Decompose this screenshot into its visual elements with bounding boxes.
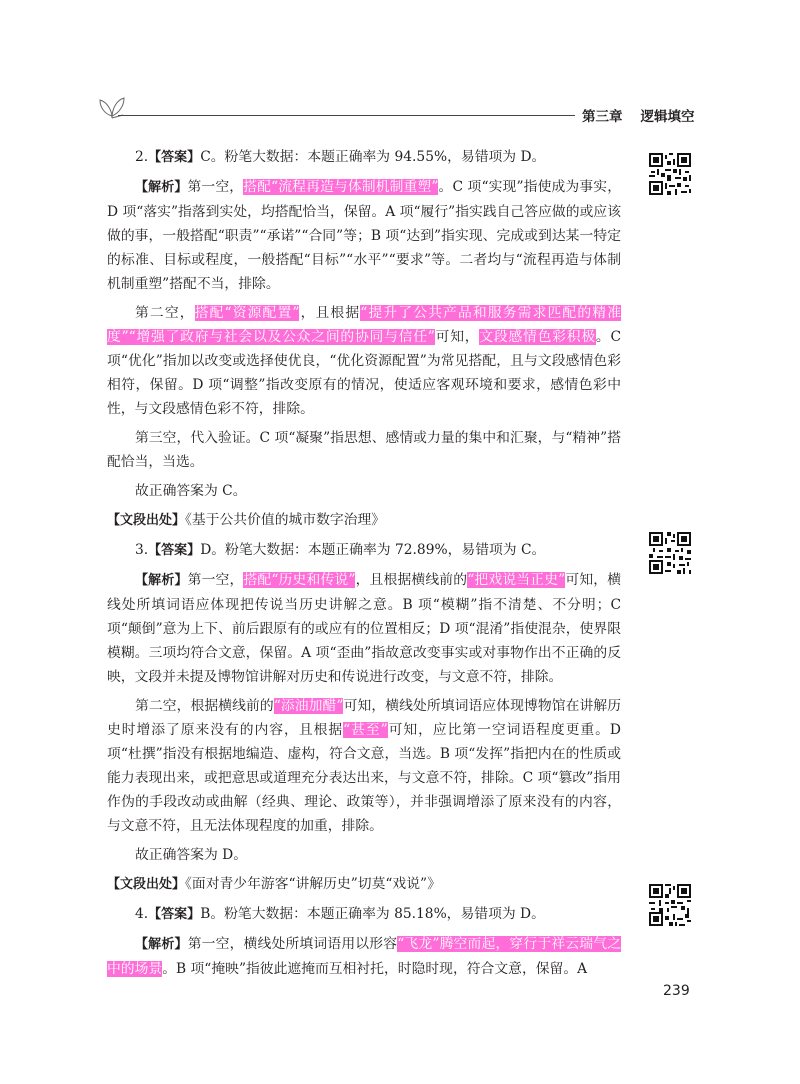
text-span: 可知，横线处所填词语应体现把传说当历史讲解之意。B 项“模糊”指不清楚、不分明；C 项“颠倒”意为上下、前后跟原有的或应有的位置相反；D 项“混淆”指使混杂，使界限模糊。三项均符合文意，保留。A 项“歪曲”指故意改变事实或对事物作出不正确的反映，文段并未提及博物馆讲解对历史和传说进行改变，与文意不符，排除。 <box>107 572 622 685</box>
text-span: 故正确答案为 C。 <box>135 483 247 499</box>
analysis-q3-blank1 <box>107 568 621 689</box>
highlight: “把戏说当正史” <box>467 572 566 588</box>
answer-text: D。粉笔大数据：本题正确率为 72.89%，易错项为 C。 <box>200 542 546 558</box>
header-rule <box>118 115 575 116</box>
highlight: “飞龙”腾空而起，穿行于祥云瑞气之中的场景 <box>107 936 621 977</box>
highlight: 搭配“资源配置” <box>194 305 300 321</box>
answer-text: C。粉笔大数据：本题正确率为 94.55%，易错项为 D。 <box>200 149 546 165</box>
analysis-q2-blank2 <box>107 301 621 421</box>
text-span: ，且根据横线前的 <box>355 572 468 588</box>
text-span: 第二空， <box>135 305 195 321</box>
highlight: 文段感情色彩积极 <box>479 329 596 345</box>
conclusion-q2 <box>107 479 621 503</box>
text-span: 可知，横线处所填词语应体现博物馆在讲解历史时增添了原来没有的内容，且根据 <box>107 698 622 738</box>
text-span: 第一空， <box>187 179 244 195</box>
analysis-q2-blank1 <box>107 175 621 296</box>
answer-label: 【答案】 <box>148 907 201 922</box>
highlight: “甚至” <box>343 722 388 738</box>
text-span: 可知，应比第一空词语程度更重。D 项“杜撰”指没有根据地编造、虚构，符合文意，当选。B 项“发挥”指把内在的性质或能力表现出来，或把意思或道理充分表达出来，与文意不符，排除。C 项“篡改”指用作伪的手段改动或曲解（经典、理论、政策等），并非强调增添了原来没有的内容，与文意不符，且无法体现程度的加重，排除。 <box>107 722 621 834</box>
source-q3 <box>107 872 621 897</box>
chapter-title: 逻辑填空 <box>640 109 695 125</box>
chapter-header <box>582 105 695 125</box>
page-number: 239 <box>663 983 690 999</box>
analysis-q4-blank1 <box>107 932 621 981</box>
source-label: 【文段出处】 <box>107 513 186 528</box>
text-span: 第三空，代入验证。C 项“凝聚”指思想、感情或力量的集中和汇聚，与“精神”搭配恰当，当选。 <box>107 430 621 470</box>
text-span: 第一空，横线处所填词语用以形容 <box>187 936 398 952</box>
analysis-q2-blank3 <box>107 426 621 474</box>
qr-code-icon <box>649 532 691 574</box>
answer-q4 <box>107 902 621 927</box>
analysis-label: 【解析】 <box>135 937 188 952</box>
source-label: 【文段出处】 <box>107 877 186 892</box>
analysis-q3-blank2 <box>107 694 621 838</box>
source-title: 《基于公共价值的城市数字治理》 <box>185 512 386 528</box>
text-span: 第一空， <box>187 572 244 588</box>
text-span: 可知， <box>434 329 480 345</box>
highlight: “添油加醋” <box>273 698 344 714</box>
question-number: 4. <box>135 906 149 922</box>
analysis-label: 【解析】 <box>135 180 188 195</box>
text-span: 。B 项“掩映”指彼此遮掩而互相衬托，时隐时现，符合文意，保留。A <box>162 961 588 977</box>
source-q2 <box>107 508 621 533</box>
analysis-label: 【解析】 <box>135 573 188 588</box>
page-body <box>107 145 621 986</box>
text-span: 。C 项“实现”指使成为事实，D 项“落实”指落到实处，均搭配恰当，保留。A 项“履行”指实践自己答应做的或应该做的事，一般搭配“职责”“承诺”“合同”等；B 项“达到”指实现、完成或到达某一特定的标准、目标或程度，一般搭配“目标”“水平”“要求”等。二者均与“流程再造与体制机制重塑”搭配不当，排除。 <box>107 179 621 292</box>
chapter-number: 第三章 <box>582 109 623 125</box>
source-title: 《面对青少年游客“讲解历史”切莫“戏说”》 <box>185 876 441 892</box>
answer-q2 <box>107 145 621 170</box>
highlight: 搭配“历史和传说” <box>243 572 356 588</box>
answer-label: 【答案】 <box>148 150 201 165</box>
qr-code-icon <box>649 884 691 926</box>
text-span: ，且根据 <box>299 305 361 321</box>
conclusion-q3 <box>107 843 621 867</box>
highlight: 搭配“流程再造与体制机制重塑” <box>243 179 439 195</box>
text-span: 。C 项“优化”指加以改变或选择使优良，“优化资源配置”为常见搭配，且与文段感情色彩相符，保留。D 项“调整”指改变原有的情况，使适应客观环境和要求，感情色彩中性，与文段感情色彩不符，排除。 <box>107 329 622 417</box>
question-number: 2. <box>135 149 149 165</box>
qr-code-icon <box>649 153 691 195</box>
text-span: 第二空，根据横线前的 <box>135 698 274 714</box>
question-number: 3. <box>135 542 149 558</box>
highlight: “提升了公共产品和服务需求匹配的精准度”“增强了政府与社会以及公众之间的协同与信任” <box>107 305 621 345</box>
answer-text: B。粉笔大数据：本题正确率为 85.18%，易错项为 D。 <box>200 906 545 922</box>
leaf-ornament-icon <box>97 94 127 120</box>
answer-label: 【答案】 <box>148 543 201 558</box>
text-span: 故正确答案为 D。 <box>135 847 248 863</box>
answer-q3 <box>107 538 621 563</box>
